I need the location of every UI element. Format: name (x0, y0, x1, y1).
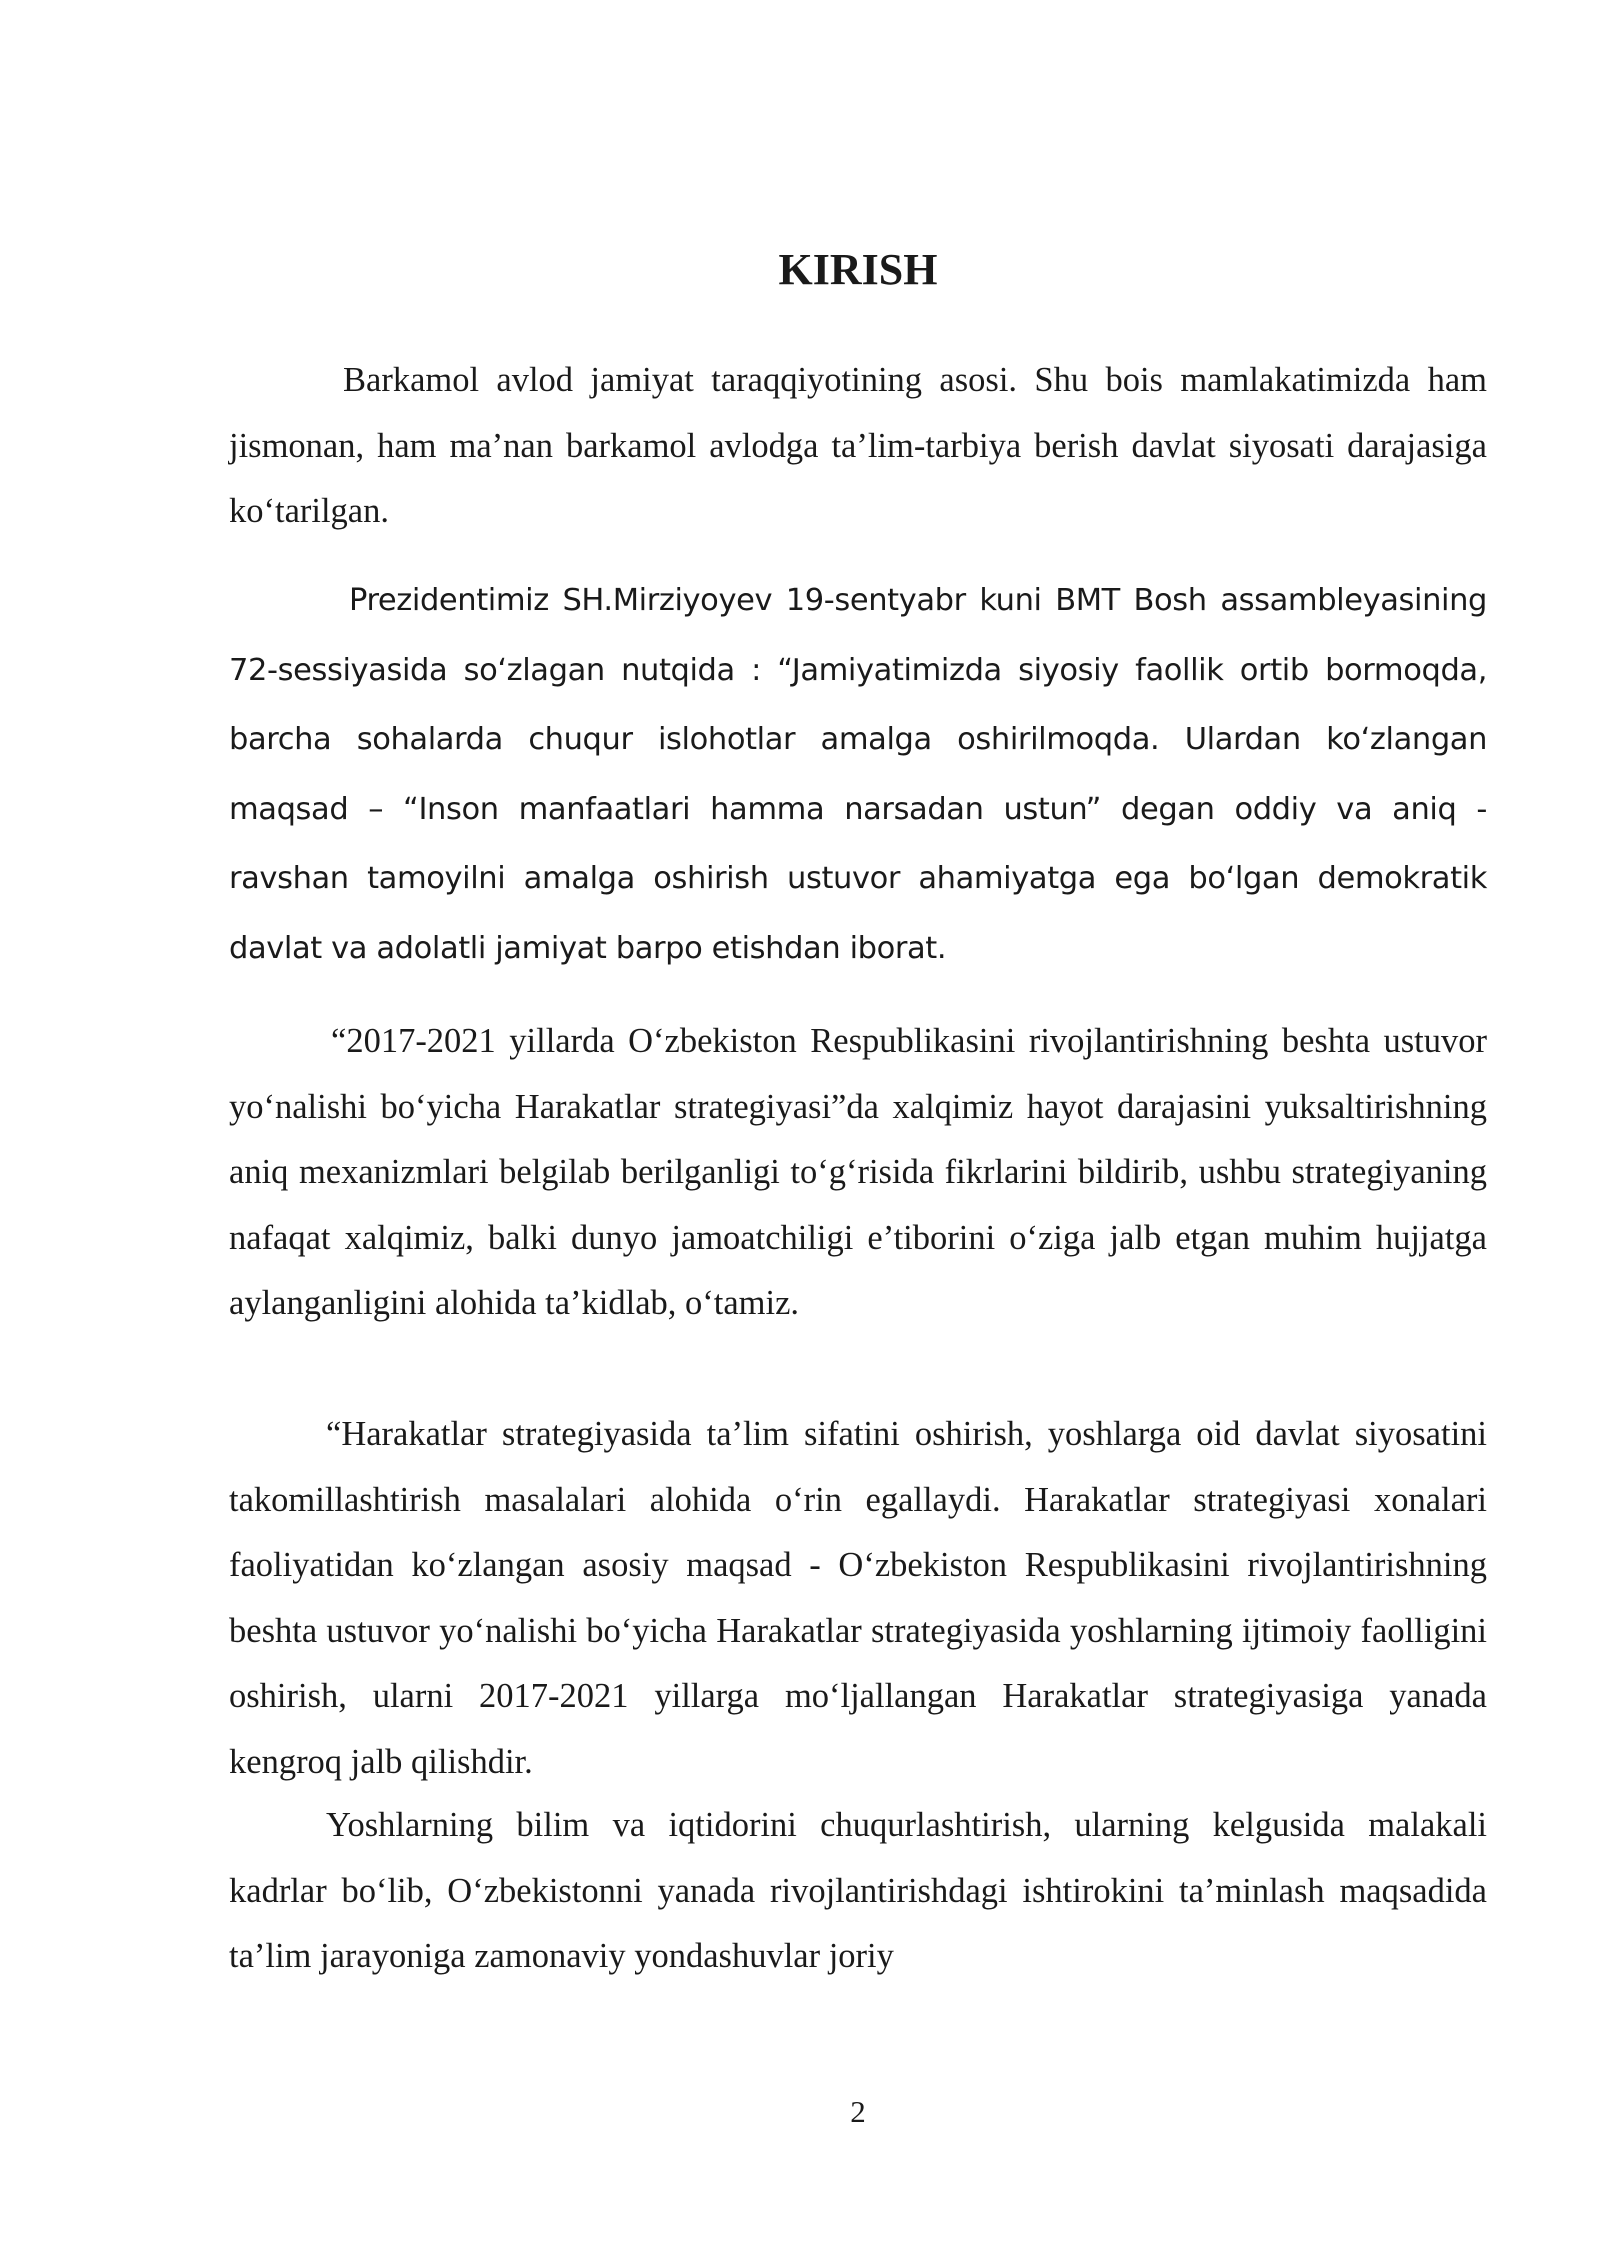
paragraph-youth-knowledge: Yoshlarning bilim va iqtidorini chuqurlashtirish, ularning kelgusida malakali kadrlar bo‘lib, O‘zbekistonni yanada rivojlantirishdagi ishtirokini ta’minlash maqsadida ta’lim jarayoniga zamonaviy yondashuvlar joriy (229, 1806, 1487, 1975)
page-number: 2 (850, 2094, 866, 2129)
paragraph-education-quality: “Harakatlar strategiyasida ta’lim sifatini oshirish, yoshlarga oid davlat siyosatini takomillashtirish masalalari alohida o‘rin egallaydi. Harakatlar strategiyasi xonalari faoliyatidan ko‘zlangan asosiy maqsad - O‘zbekiston Respublikasini rivojlantirishning beshta ustuvor yo‘nalishi bo‘yicha Harakatlar strategiyasida yoshlarning ijtimoiy faolligini oshirish, ularni 2017-2021 yillarga mo‘ljallangan Harakatlar strategiyasiga yanada kengroq jalb qilishdir. (229, 1415, 1487, 1781)
paragraph-strategy: “2017-2021 yillarda O‘zbekiston Respublikasini rivojlantirishning beshta ustuvor yo‘nalishi bo‘yicha Harakatlar strategiyasi”da xalqimiz hayot darajasini yuksaltirishning aniq mexanizmlari belgilab berilganligi to‘g‘risida fikrlarini bildirib, ushbu strategiyaning nafaqat xalqimiz, balki dunyo jamoatchiligi e’tiborini o‘ziga jalb etgan muhim hujjatga aylanganligini alohida ta’kidlab, o‘tamiz. (229, 1022, 1487, 1322)
paragraph-president-speech: Prezidentimiz SH.Mirziyoyev 19-sentyabr kuni BMT Bosh assambleyasining 72-sessiyasida so‘zlagan nutqida : “Jamiyatimizda siyosiy faollik ortib bormoqda, barcha sohalarda chuqur islohotlar amalga oshirilmoqda. Ulardan ko‘zlangan maqsad – “Inson manfaatlari hamma narsadan ustun” degan oddiy va aniq - ravshan tamoyilni amalga oshirish ustuvor ahamiyatga ega bo‘lgan demokratik davlat va adolatli jamiyat barpo etishdan iborat. (229, 583, 1487, 966)
paragraph-intro: Barkamol avlod jamiyat taraqqiyotining asosi. Shu bois mamlakatimizda ham jismonan, ham ma’nan barkamol avlodga ta’lim-tarbiya berish davlat siyosati darajasiga ko‘tarilgan. (229, 361, 1487, 530)
page-title: KIRISH (778, 245, 938, 294)
